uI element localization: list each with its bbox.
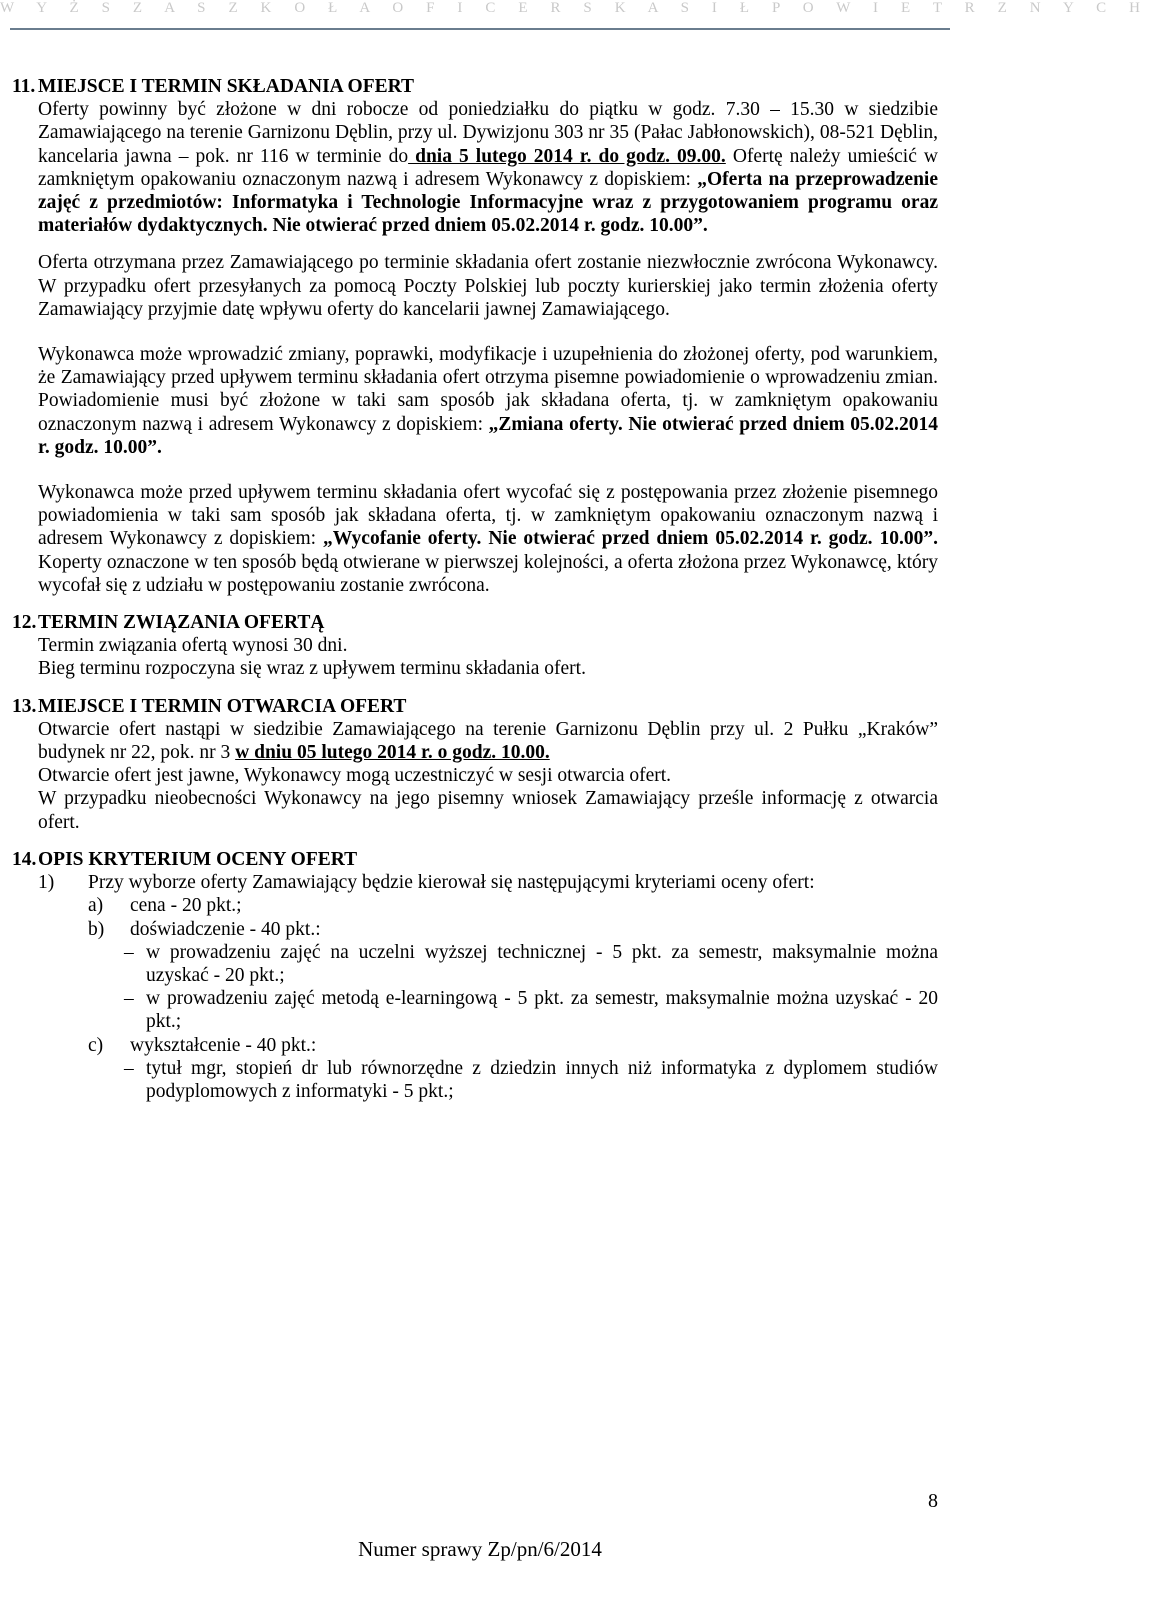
institution-header: W Y Ż S Z A S Z K O Ł A O F I C E R S K A S I Ł P O W I E T R Z N Y C H: [0, 0, 1150, 16]
document-body: [12, 75, 938, 1103]
section-title: MIEJSCE I TERMIN SKŁADANIA OFERT: [38, 76, 415, 97]
paragraph: W przypadku nieobecności Wykonawcy na jego pisemny wniosek Zamawiający prześle informację z otwarcia ofert.: [38, 788, 938, 833]
list-marker: 1): [38, 872, 55, 894]
list-item: [124, 987, 938, 1033]
section-heading: [12, 695, 938, 718]
section-12: [12, 611, 938, 681]
section-number: 12.: [12, 612, 37, 634]
section-title: TERMIN ZWIĄZANIA OFERTĄ: [38, 612, 325, 634]
section-number: 14.: [12, 848, 37, 870]
list-item: [88, 1034, 938, 1057]
paragraph-text: Ofertę należy umieścić w zamkniętym opakowaniu oznaczonym nazwą i adresem Wykonawcy z dopiskiem:: [38, 145, 938, 190]
dash-marker: –: [124, 941, 134, 963]
list-item-text: w prowadzeniu zajęć na uczelni wyższej technicznej - 5 pkt. za semestr, maksymalnie można uzyskać - 20 pkt.;: [146, 941, 938, 986]
section-14: [12, 848, 938, 1103]
envelope-label-text: „Oferta na przeprowadzenie zajęć z przedmiotów: Informatyka i Technologie Informacyjne wraz z przygotowaniem programu oraz materiałów dydaktycznych. Nie otwierać przed dniem 05.02.2014 r. godz. 10.00”.: [38, 168, 938, 237]
paragraph-text: Oferty powinny być złożone w dni robocze od poniedziałku do piątku w godz. 7.30 – 15.30 w siedzibie Zamawiającego na terenie Garnizonu Dęblin, przy ul. Dywizjonu 303 nr 35 (Pałac Jabłonowskich), 08-521 Dęblin, kancelaria jawna – pok. nr 116 w terminie do: [38, 99, 938, 167]
section-title: OPIS KRYTERIUM OCENY OFERT: [38, 848, 358, 870]
dash-marker: –: [124, 1057, 134, 1079]
opening-date-text: w dniu 05 lutego 2014 r. o godz. 10.00.: [235, 742, 550, 764]
list-item-text: cena - 20 pkt.;: [130, 895, 242, 917]
list-item: [124, 941, 938, 987]
section-11: [12, 75, 938, 597]
paragraph-text: Koperty oznaczone w ten sposób będą otwierane w pierwszej kolejności, a oferta złożona przez Wykonawcę, który wycofał się z udziału w postępowaniu zostanie zwrócona.: [38, 551, 938, 596]
section-title: MIEJSCE I TERMIN OTWARCIA OFERT: [38, 695, 407, 717]
list-item-text: tytuł mgr, stopień dr lub równorzędne z dziedzin innych niż informatyka z dyplomem studiów podyplomowych z informatyki - 5 pkt.;: [146, 1057, 938, 1102]
paragraph-text: Wykonawca może przed upływem terminu składania ofert wycofać się z postępowania przez złożenie pisemnego powiadomienia w taki sam sposób jak składana oferta, tj. w zamkniętym opakowaniu oznaczonym nazwą i adresem Wykonawcy z dopiskiem:: [38, 482, 938, 550]
list-item-text: Przy wyborze oferty Zamawiający będzie kierował się następującymi kryteriami oceny ofert:: [88, 872, 815, 894]
list-item: [38, 871, 938, 894]
deadline-text: dnia 5 lutego 2014 r. do godz. 09.00.: [408, 145, 726, 167]
paragraph: Otwarcie ofert jest jawne, Wykonawcy mogą uczestniczyć w sesji otwarcia ofert.: [38, 765, 672, 787]
paragraph: Oferta otrzymana przez Zamawiającego po terminie składania ofert zostanie niezwłocznie zwrócona Wykonawcy. W przypadku ofert przesyłanych za pomocą Poczty Polskiej lub poczty kurierskiej jako termin złożenia oferty Zamawiający przyjmie datę wpływu oferty do kancelarii jawnej Zamawiającego.: [38, 252, 938, 320]
list-item: [88, 918, 938, 941]
section-number: 13.: [12, 695, 37, 717]
list-marker: c): [88, 1034, 104, 1056]
paragraph: [38, 343, 938, 459]
list-item: [124, 1057, 938, 1103]
paragraph: [38, 98, 938, 237]
section-heading: [12, 848, 938, 871]
paragraph: [38, 718, 938, 764]
paragraph-text: Wykonawca może wprowadzić zmiany, poprawki, modyfikacje i uzupełnienia do złożonej oferty, pod warunkiem, że Zamawiający przed upływem terminu składania ofert otrzyma pisemne powiadomienie o wprowadzeniu zmian. Powiadomienie musi być złożone w taki sam sposób jak składana oferta, tj. w zamkniętym opakowaniu oznaczonym nazwą i adresem Wykonawcy z dopiskiem:: [38, 344, 938, 435]
list-marker: a): [88, 895, 104, 917]
paragraph: Bieg terminu rozpoczyna się wraz z upływem terminu składania ofert.: [38, 658, 586, 680]
paragraph: Termin związania ofertą wynosi 30 dni.: [38, 635, 348, 657]
page-number: 8: [928, 1490, 938, 1512]
section-heading: [12, 75, 938, 98]
section-13: [12, 695, 938, 834]
dash-marker: –: [124, 988, 134, 1010]
case-number-footer: Numer sprawy Zp/pn/6/2014: [358, 1537, 602, 1561]
list-item: [88, 894, 938, 917]
paragraph-text: Otwarcie ofert nastąpi w siedzibie Zamawiającego na terenie Garnizonu Dęblin przy ul. 2 Pułku „Kraków” budynek nr 22, pok. nr 3: [38, 718, 938, 764]
paragraph: [38, 481, 938, 597]
list-marker: b): [88, 918, 105, 940]
envelope-label-text: „Wycofanie oferty. Nie otwierać przed dniem 05.02.2014 r. godz. 10.00”.: [323, 528, 938, 550]
envelope-label-text: „Zmiana oferty. Nie otwierać przed dniem 05.02.2014 r. godz. 10.00”.: [38, 413, 939, 458]
header-divider: [10, 28, 950, 30]
list-item-text: doświadczenie - 40 pkt.:: [130, 918, 321, 940]
list-item-text: w prowadzeniu zajęć metodą e-learningową - 5 pkt. za semestr, maksymalnie można uzyskać - 20 pkt.;: [146, 988, 938, 1033]
section-heading: [12, 611, 938, 634]
section-number: 11.: [12, 76, 36, 97]
list-item-text: wykształcenie - 40 pkt.:: [130, 1034, 317, 1056]
